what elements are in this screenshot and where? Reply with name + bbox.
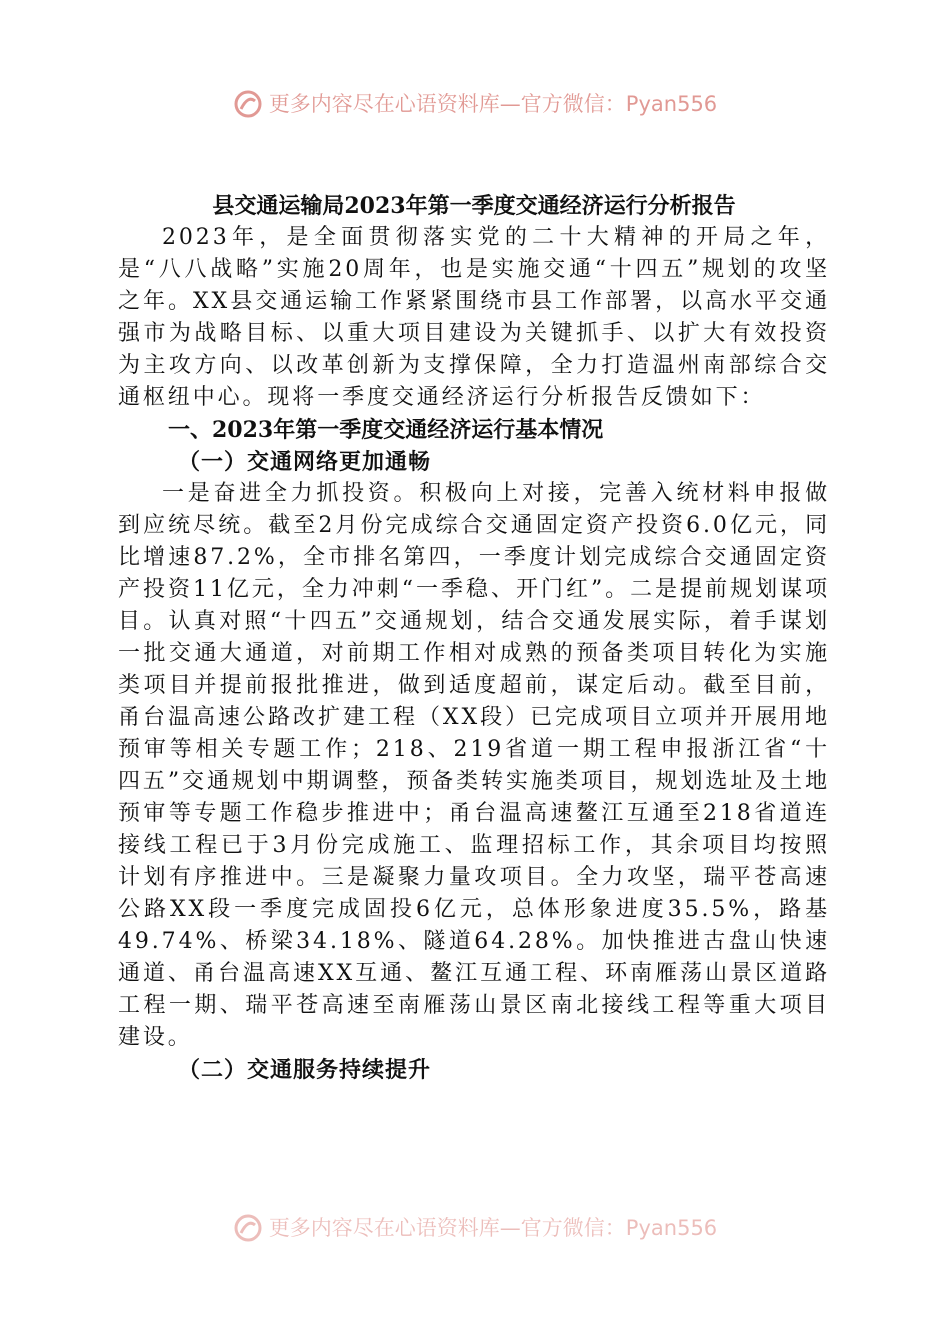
brand-logo-icon: [233, 1213, 263, 1243]
body-paragraph: 一是奋进全力抓投资。积极向上对接，完善入统材料申报做到应统尽统。截至2月份完成综合交通固定资产投资6.0亿元，同比增速87.2%，全市排名第四，一季度计划完成综合交通固定资产投资11亿元，全力冲刺“一季稳、开门红”。二是提前规划谋项目。认真对照“十四五”交通规划，结合交通发展实际，着手谋划一批交通大通道，对前期工作相对成熟的预备类项目转化为实施类项目并提前报批推进，做到适度超前，谋定后动。截至目前，甬台温高速公路改扩建工程（XX段）已完成项目立项并开展用地预审等相关专题工作；218、219省道一期工程申报浙江省“十四五”交通规划中期调整，预备类转实施类项目，规划选址及土地预审等专题工作稳步推进中；甬台温高速鳌江互通至218省道连接线工程已于3月份完成施工、监理招标工作，其余项目均按照计划有序推进中。三是凝聚力量攻项目。全力攻坚，瑞平苍高速公路XX段一季度完成固投6亿元，总体形象进度35.5%，路基49.74%、桥梁34.18%、隧道64.28%。加快推进古盘山快速通道、甬台温高速XX互通、鳌江互通工程、环南雁荡山景区道路工程一期、瑞平苍高速至南雁荡山景区南北接线工程等重大项目建设。: [118, 481, 830, 1050]
brand-logo-icon: [233, 89, 263, 119]
watermark-footer: [0, 1212, 950, 1243]
intro-paragraph: 2023年，是全面贯彻落实党的二十大精神的开局之年，是“八八战略”实施20周年，也是实施交通“十四五”规划的攻坚之年。XX县交通运输工作紧紧围绕市县工作部署，以高水平交通强市为战略目标、以重大项目建设为关键抓手、以扩大有效投资为主攻方向、以改革创新为支撑保障，全力打造温州南部综合交通枢纽中心。现将一季度交通经济运行分析报告反馈如下：: [118, 225, 830, 410]
watermark-header: [0, 88, 950, 119]
subsection-heading: （一）交通网络更加通畅: [178, 449, 432, 475]
document-body: [118, 190, 830, 1086]
document-title: 县交通运输局2023年第一季度交通经济运行分析报告: [212, 193, 736, 219]
watermark-text: 更多内容尽在心语资料库—官方微信：Pyan556: [268, 1216, 718, 1240]
section-heading: 一、2023年第一季度交通经济运行基本情况: [168, 417, 604, 443]
subsection-heading: （二）交通服务持续提升: [178, 1057, 432, 1083]
watermark-text: 更多内容尽在心语资料库—官方微信：Pyan556: [268, 92, 718, 116]
